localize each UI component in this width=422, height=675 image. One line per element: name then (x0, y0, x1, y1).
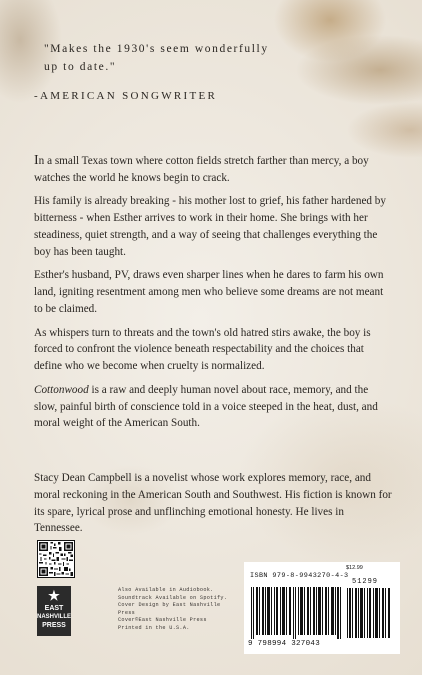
logo-text-press: PRESS (42, 622, 66, 629)
description-final-text: is a raw and deeply human novel about race, memory, and the slow, painful birth of conscience told in a voice steeped in the heat, dust, and moral weight of the American South. (34, 383, 378, 430)
star-icon: ★ (48, 588, 60, 603)
addon-barcode-bars (346, 572, 394, 638)
book-title-italic: Cottonwood (34, 383, 89, 396)
logo-text-east: EAST (44, 605, 64, 612)
description-paragraph: As whispers turn to threats and the town's old hatred stirs awake, the boy is forced to confront the violence beneath respectability and the choices that define who we become when cruelty is normalized. (34, 326, 371, 373)
price-label: $12.99 (346, 565, 363, 571)
info-line: Printed in the U.S.A. (118, 624, 190, 631)
info-line: Cover©East Nashville Press (118, 617, 207, 624)
description-paragraph: Esther's husband, PV, draws even sharper lines when he dares to farm his own land, igniting resentment among men who believe some dreams are not meant to be claimed. (34, 269, 384, 315)
info-line: Soundtrack Available on Spotify. (118, 594, 228, 601)
description-paragraph: His family is already breaking - his mother lost to grief, his father hardened by bitterness - when Esther arrives to work in their home. She brings with her steadiness, quiet strength, and a way of seeing that challenges everything the boy has been taught. (34, 195, 386, 258)
publication-info (118, 587, 238, 633)
qr-code-icon[interactable] (37, 540, 75, 578)
isbn-barcode (244, 562, 400, 654)
isbn-text: ISBN 979-8-9943270-4-3 (250, 572, 349, 580)
review-quote: "Makes the 1930's seem wonderfully up to date." (44, 43, 269, 73)
barcode-digits: 9 798994 327043 (248, 640, 321, 648)
book-description (34, 153, 392, 439)
ean-barcode-bars (249, 587, 345, 639)
review-attribution: -AMERICAN SONGWRITER (34, 90, 218, 102)
info-line: Also Available in Audiobook. (118, 587, 214, 593)
info-line: Cover Design by East Nashville Press (118, 602, 221, 616)
logo-text-nashville: NASHVILLE (37, 614, 72, 620)
description-paragraph-final (34, 382, 392, 432)
author-bio: Stacy Dean Campbell is a novelist whose work explores memory, race, and moral reckoning in the American South and Southwest. His fiction is known for its spare, lyrical prose and unflinching emotional honesty. He lives in Tennessee. (34, 472, 392, 535)
publisher-logo (37, 586, 71, 636)
description-paragraph: In a small Texas town where cotton fields stretch farther than mercy, a boy watches the world he knows begin to crack. (34, 153, 369, 184)
price-addon-code: 51299 (352, 578, 379, 586)
